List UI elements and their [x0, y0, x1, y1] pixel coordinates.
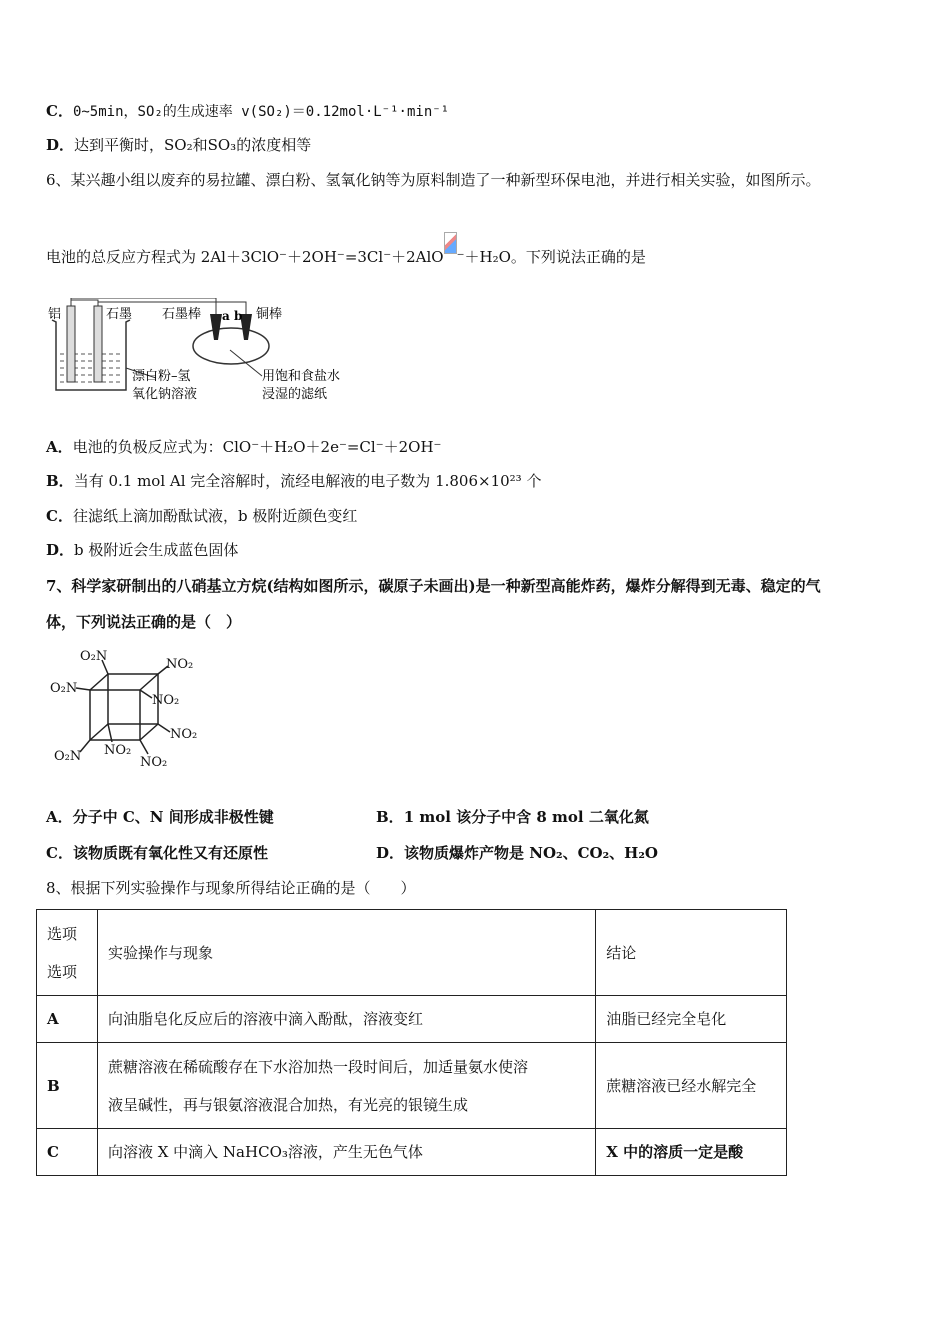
q6-option-d	[46, 540, 238, 560]
row-option: C	[37, 1129, 98, 1176]
group-bottom-center: NO₂	[104, 743, 132, 758]
header-option-line1: 选项	[47, 924, 78, 943]
option-label: D．	[376, 844, 405, 862]
option-text: 电池的负极反应式为：ClO⁻＋H₂O＋2e⁻=Cl⁻＋2OH⁻	[72, 438, 442, 456]
table-row	[37, 996, 787, 1043]
q7-option-d	[376, 843, 658, 863]
row-option: B	[37, 1043, 98, 1129]
equation-text: 电池的总反应方程式为 2Al＋3ClO⁻＋2OH⁻=3Cl⁻＋2AlO	[46, 248, 444, 266]
label-b: b	[234, 309, 243, 323]
table-row	[37, 1043, 787, 1129]
row-operation: 向油脂皂化反应后的溶液中滴入酚酞，溶液变红	[97, 996, 595, 1043]
equation-tail: ⁻＋H₂O。下列说法正确的是	[456, 248, 646, 266]
row-conclusion: 油脂已经完全皂化	[596, 996, 787, 1043]
header-conclusion: 结论	[596, 910, 787, 996]
q7-option-b	[376, 807, 649, 827]
q6-equation	[46, 232, 646, 267]
row-operation-line2: 液呈碱性，再与银氨溶液混合加热，有光亮的银镜生成	[107, 1095, 468, 1114]
q8-stem: 8、根据下列实验操作与现象所得结论正确的是（ ）	[46, 879, 416, 897]
octanitrocubane-structure	[46, 646, 216, 774]
row-operation: 向溶液 X 中滴入 NaHCO₃溶液，产生无色气体	[97, 1129, 595, 1176]
label-al: 铝	[48, 307, 62, 322]
header-option	[37, 910, 98, 996]
option-label: C．	[46, 102, 73, 120]
q5-option-c	[46, 101, 449, 122]
option-text: 分子中 C、N 间形成非极性键	[72, 808, 274, 826]
option-label: A．	[46, 438, 73, 456]
group-top-right: NO₂	[166, 657, 194, 672]
q7-option-a	[46, 807, 274, 827]
row-operation	[97, 1043, 595, 1129]
row-operation-line1: 蔗糖溶液在稀硫酸存在下水浴加热一段时间后，加适量氨水使溶	[107, 1057, 528, 1076]
option-label: C．	[46, 507, 73, 525]
option-text: 往滤纸上滴加酚酞试液，b 极附近颜色变红	[72, 507, 358, 525]
table-row	[37, 1129, 787, 1176]
group-right: NO₂	[170, 727, 198, 742]
option-text: 达到平衡时，SO₂和SO₃的浓度相等	[74, 136, 312, 154]
q6-option-a	[46, 437, 441, 457]
experiment-table	[36, 909, 787, 1176]
option-label: D．	[46, 541, 75, 559]
q6-stem: 6、某兴趣小组以废弃的易拉罐、漂白粉、氢氧化钠等为原料制造了一种新型环保电池，并进行相关实验，如图所示。	[46, 171, 821, 189]
option-label: B．	[46, 472, 74, 490]
option-text: b 极附近会生成蓝色固体	[74, 541, 239, 559]
option-label: D．	[46, 136, 75, 154]
label-paper-1: 用饱和食盐水	[262, 369, 341, 384]
q5-option-d	[46, 135, 311, 155]
table-header-row	[37, 910, 787, 996]
option-text: 该物质爆炸产物是 NO₂、CO₂、H₂O	[404, 844, 658, 862]
q7-stem-line1: 7、科学家研制出的八硝基立方烷(结构如图所示，碳原子未画出)是一种新型高能炸药，爆炸分解得到无毒、稳定的气	[46, 577, 821, 595]
header-operation: 实验操作与现象	[97, 910, 595, 996]
label-paper-2: 浸湿的滤纸	[262, 387, 328, 402]
q6-option-c	[46, 506, 357, 526]
group-center-right: NO₂	[152, 693, 180, 708]
label-graphite-rod: 石墨棒	[162, 307, 202, 322]
row-conclusion: 蔗糖溶液已经水解完全	[596, 1043, 787, 1129]
option-text: 该物质既有氧化性又有还原性	[72, 844, 268, 862]
label-solution-1: 漂白粉–氢	[132, 369, 191, 384]
option-label: A．	[46, 808, 73, 826]
option-text: 1 mol 该分子中含 8 mol 二氧化氮	[403, 808, 649, 826]
option-text: 当有 0.1 mol Al 完全溶解时，流经电解液的电子数为 1.806×10²³ 个	[73, 472, 542, 490]
option-text: 0~5min，SO₂的生成速率 v(SO₂)＝0.12mol·L⁻¹·min⁻¹	[72, 104, 450, 120]
group-bottom-right: NO₂	[140, 755, 168, 770]
row-conclusion: X 中的溶质一定是酸	[596, 1129, 787, 1176]
option-label: C．	[46, 844, 73, 862]
q7-stem-line2: 体，下列说法正确的是（ ）	[46, 613, 242, 631]
label-graphite: 石墨	[106, 307, 133, 322]
header-option-line2: 选项	[47, 962, 78, 981]
q6-option-b	[46, 471, 541, 491]
label-solution-2: 氧化钠溶液	[132, 387, 198, 402]
q7-option-c	[46, 843, 268, 863]
group-bottom-left: O₂N	[54, 749, 82, 764]
option-label: B．	[376, 808, 404, 826]
group-left: O₂N	[50, 681, 78, 696]
label-copper-rod: 铜棒	[256, 307, 283, 322]
battery-diagram	[46, 298, 356, 408]
row-option: A	[37, 996, 98, 1043]
broken-image-icon	[444, 232, 457, 254]
label-a: a	[222, 309, 230, 323]
group-top-left: O₂N	[80, 649, 108, 664]
